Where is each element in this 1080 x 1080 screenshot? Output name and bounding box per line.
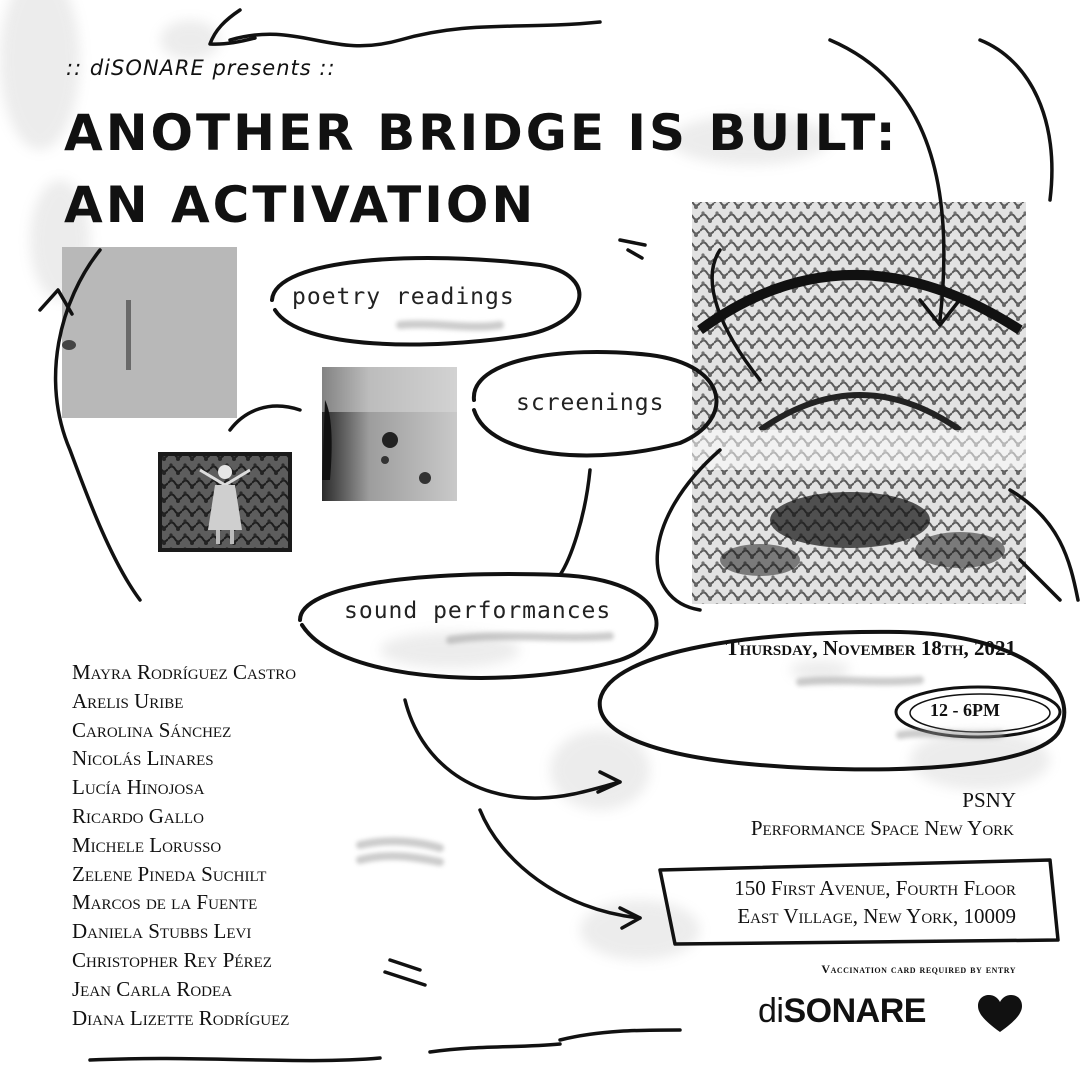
artist-name: Michele Lorusso — [72, 832, 222, 857]
artist-name: Ricardo Gallo — [72, 803, 204, 828]
photo-grey-gradient — [322, 367, 457, 501]
artist-name: Christopher Rey Pérez — [72, 947, 272, 972]
artist-name: Daniela Stubbs Levi — [72, 919, 252, 944]
logo-name: SONARE — [783, 992, 926, 1030]
artist-name: Diana Lizette Rodríguez — [72, 1005, 290, 1030]
activity-poetry-readings: poetry readings — [292, 284, 515, 310]
activity-sound-performances: sound performances — [344, 598, 612, 624]
photo-bridge — [692, 202, 1026, 604]
event-time: 12 - 6PM — [930, 700, 1000, 720]
artist-name: Jean Carla Rodea — [72, 976, 233, 1001]
disonare-logo — [758, 992, 926, 1031]
artist-name: Marcos de la Fuente — [72, 890, 258, 915]
vaccination-note: Vaccination card required by entry — [821, 962, 1016, 976]
address-line-1: 150 First Avenue, Fourth Floor — [734, 876, 1016, 900]
venue-short-name: PSNY — [962, 788, 1016, 812]
logo-prefix: di — [758, 992, 784, 1030]
venue-full-name: Performance Space New York — [750, 816, 1014, 840]
artist-list — [72, 658, 296, 1032]
artist-name: Mayra Rodríguez Castro — [72, 660, 297, 684]
event-title-line-2: AN ACTIVATION — [64, 176, 537, 234]
presents-line: :: diSONARE presents :: — [66, 56, 336, 80]
activity-screenings: screenings — [516, 390, 665, 416]
artist-name: Arelis Uribe — [72, 688, 184, 713]
event-date: Thursday, November 18th, 2021 — [725, 636, 1016, 660]
heart-icon — [976, 994, 1024, 1034]
photo-figure-arch — [158, 452, 292, 552]
event-title-line-1: ANOTHER BRIDGE IS BUILT: — [64, 104, 899, 162]
artist-name: Lucía Hinojosa — [72, 775, 205, 800]
artist-name: Carolina Sánchez — [72, 717, 232, 742]
photo-grey-square — [62, 247, 237, 418]
artist-name: Zelene Pineda Suchilt — [72, 861, 267, 886]
address-line-2: East Village, New York, 10009 — [737, 904, 1016, 928]
artist-name: Nicolás Linares — [72, 746, 214, 771]
